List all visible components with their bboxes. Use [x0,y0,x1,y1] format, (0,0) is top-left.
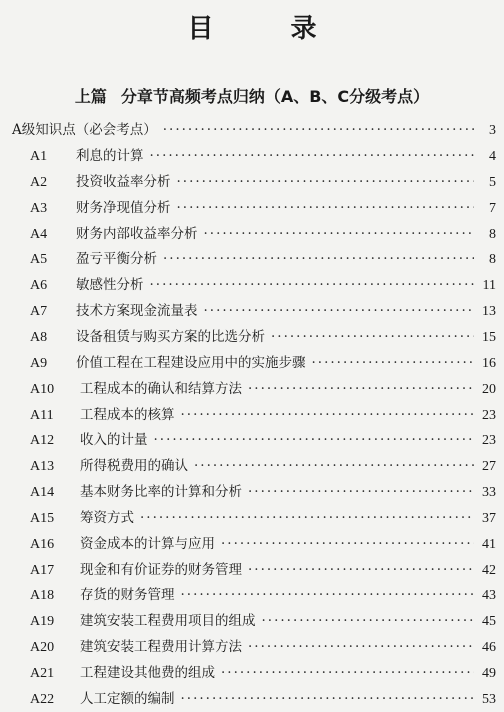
toc-entry-code: A7 [30,304,48,320]
toc-page-number: 37 [482,510,496,526]
toc-page-number: 20 [482,381,496,397]
toc-entry-label: 技术方案现金流量表 [76,303,198,320]
toc-entry[interactable] [30,403,496,427]
toc-entry-code: A8 [30,329,48,345]
toc-entry-label: 人工定额的编制 [80,690,175,707]
toc-entry[interactable] [30,351,496,375]
toc-page-number: 46 [482,640,496,656]
toc-section-label: A级知识点（必会考点） [12,122,157,138]
toc-entry-code: A20 [30,640,55,656]
toc-entry[interactable] [30,273,496,297]
toc-page-number: 8 [489,226,496,242]
toc-entry[interactable] [30,506,496,530]
toc-page-number: 11 [482,278,496,294]
leader-dots [204,222,475,246]
toc-page-number: 8 [489,252,496,268]
leader-dots [271,325,474,349]
toc-entry[interactable] [30,325,496,349]
toc-entry-code: A15 [30,510,55,526]
toc-entry[interactable] [30,170,496,194]
toc-page-number: 33 [482,485,496,501]
leader-dots [248,377,474,401]
toc-entry-label: 敏感性分析 [76,277,144,294]
leader-dots [163,247,474,271]
leader-dots [150,273,475,297]
toc-entry-code: A17 [30,562,55,578]
toc-entry-label: 建筑安装工程费用项目的组成 [80,613,256,630]
toc-entry[interactable] [30,144,496,168]
toc-entry-label: 工程成本的核算 [80,406,175,423]
part-heading [0,84,504,107]
toc-entry-code: A21 [30,666,55,681]
toc-entry[interactable] [30,480,496,504]
leader-dots [177,170,475,194]
toc-section-a[interactable] [12,118,496,142]
leader-dots [248,635,474,659]
toc-entry-code: A12 [30,433,55,449]
leader-dots [181,687,475,711]
toc-entry[interactable] [30,609,496,633]
toc-entry-code: A1 [30,149,48,164]
toc-entry-label: 现金和有价证券的财务管理 [80,561,242,578]
toc-page-number: 5 [489,174,496,190]
leader-dots [150,144,475,168]
toc-entry-label: 盈亏平衡分析 [76,251,157,268]
toc-entry-label: 基本财务比率的计算和分析 [80,484,242,501]
toc-page-number: 4 [489,149,496,164]
toc-entry-code: A6 [30,278,48,294]
leader-dots [177,196,475,220]
toc-page-number: 49 [482,666,496,681]
toc-entry-label: 利息的计算 [76,148,144,164]
toc-entry-code: A4 [30,226,48,242]
toc-entry-label: 所得税费用的确认 [80,458,188,475]
toc-entry-code: A9 [30,355,48,371]
leader-dots [194,454,474,478]
toc-entry-label: 财务净现值分析 [76,199,171,216]
toc-page-number: 16 [482,355,496,371]
toc-entry-label: 投资收益率分析 [76,173,171,190]
toc-entry-label: 资金成本的计算与应用 [80,535,215,552]
page-title: 目 录 [187,14,351,44]
leader-dots [248,558,474,582]
toc-entry-label: 筹资方式 [80,509,134,526]
part-title: 分章节高频考点归纳（A、B、C分级考点） [120,87,430,106]
part-label: 上篇 [74,87,107,106]
toc-entry-code: A5 [30,252,48,268]
leader-dots [140,506,474,530]
toc-page-number: 3 [489,123,496,138]
toc-entry-code: A22 [30,691,55,707]
toc-entry[interactable] [30,377,496,401]
toc-page-number: 7 [489,200,496,216]
toc-entry-code: A18 [30,588,55,604]
toc-page-number: 53 [482,691,496,707]
leader-dots [181,583,475,607]
toc-entry-code: A19 [30,614,55,630]
toc-entry-code: A11 [30,407,54,423]
toc-entry-code: A2 [30,174,48,190]
toc-entry[interactable] [30,428,496,452]
toc-entry-code: A3 [30,200,48,216]
toc-page-number: 15 [482,329,496,345]
toc-entry[interactable] [30,454,496,478]
leader-dots [248,480,474,504]
leader-dots [221,532,474,556]
toc-page-number: 42 [482,562,496,578]
toc-entry[interactable] [30,558,496,582]
leader-dots [312,351,475,375]
toc-page-number: 23 [482,433,496,449]
toc-entry-label: 财务内部收益率分析 [76,225,198,242]
toc-entry-label: 工程建设其他费的组成 [80,665,215,681]
leader-dots [154,428,475,452]
leader-dots [221,661,474,685]
leader-dots [163,118,474,142]
toc-entry[interactable] [30,247,496,271]
toc-page-number: 45 [482,614,496,630]
toc-entry[interactable] [30,661,496,685]
toc-entry[interactable] [30,583,496,607]
toc-entry-code: A10 [30,381,55,397]
toc-entry-label: 工程成本的确认和结算方法 [80,380,242,397]
toc-entry-label: 建筑安装工程费用计算方法 [80,639,242,656]
toc-entry-label: 设备租赁与购买方案的比选分析 [76,328,265,345]
toc-page-number: 23 [482,407,496,423]
toc-page-number: 27 [482,459,496,475]
toc-entry-code: A14 [30,485,55,501]
toc-entry-code: A13 [30,459,55,475]
leader-dots [262,609,475,633]
toc-page-number: 13 [482,304,496,320]
toc-entry-label: 价值工程在工程建设应用中的实施步骤 [76,354,306,371]
toc-page-number: 43 [482,588,496,604]
toc-entry[interactable] [30,635,496,659]
toc-entry[interactable] [30,222,496,246]
leader-dots [181,403,475,427]
toc-entry-label: 收入的计量 [80,432,148,449]
toc-entry[interactable] [30,532,496,556]
toc-entry-label: 存货的财务管理 [80,587,175,604]
toc-entry[interactable] [30,687,496,711]
toc-page-number: 41 [482,536,496,552]
leader-dots [204,299,475,323]
toc-entry[interactable] [30,196,496,220]
toc-entry[interactable] [30,299,496,323]
toc-entry-code: A16 [30,536,55,552]
